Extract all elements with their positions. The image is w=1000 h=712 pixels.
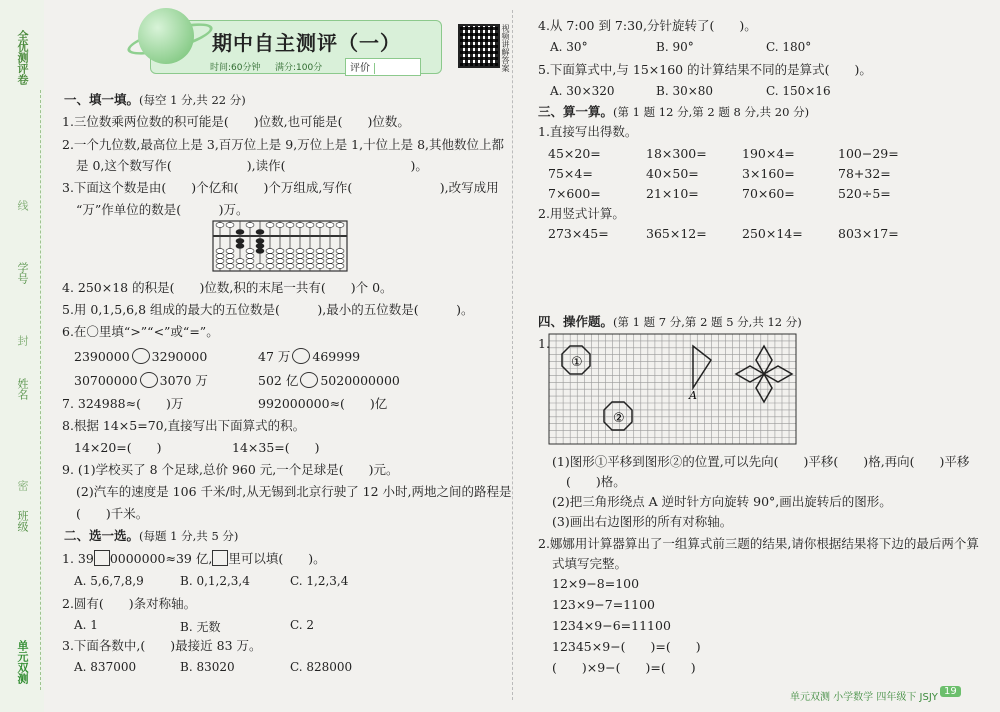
q4-1-1a: (1)图形①平移到图形②的位置,可以先向( )平移( )格,再向( )平移 <box>552 454 970 469</box>
abacus-bead <box>266 249 274 254</box>
q1-9a: 9. (1)学校买了 8 个足球,总价 960 元,一个足球是( )元。 <box>62 462 399 477</box>
qr-label: 视频讲解答案 <box>501 24 510 72</box>
q4-1-number: 1. <box>538 336 550 351</box>
vertical-calc: 365×12= <box>646 226 707 241</box>
abacus-bead <box>286 249 294 254</box>
q1-1: 1.三位数乘两位数的积可能是( )位数,也可能是( )位数。 <box>62 114 410 129</box>
abacus-bead <box>226 264 234 269</box>
section-1-heading: 一、填一填。(每空 1 分,共 22 分) <box>64 92 246 107</box>
calc-cell: 40×50= <box>646 166 699 181</box>
compare-row: 502 亿 5020000000 <box>258 373 400 388</box>
abacus-bead <box>226 249 234 254</box>
abacus-bead <box>256 244 264 249</box>
abacus-bead <box>236 264 244 269</box>
calc-cell: 18×300= <box>646 146 707 161</box>
abacus-bead <box>226 223 234 228</box>
flower-shape <box>736 346 792 402</box>
q4-1-3: (3)画出右边图形的所有对称轴。 <box>552 514 733 529</box>
abacus-bead <box>276 259 284 264</box>
point-a-label: A <box>689 389 697 402</box>
vertical-calc: 273×45= <box>548 226 609 241</box>
sequence-line: 12345×9−( )=( ) <box>552 639 701 654</box>
field-banji: 班级 <box>16 510 29 532</box>
grid-figure <box>548 333 798 445</box>
q1-8: 8.根据 14×5=70,直接写出下面算式的积。 <box>62 418 306 433</box>
abacus-bead <box>236 244 244 249</box>
q4-2a: 2.娜娜用计算器算出了一组算式前三题的结果,请你根据结果将下边的最后两个算 <box>538 536 979 551</box>
q2-1: 1. 39 0000000≈39 亿, 里可以填( )。 <box>62 551 326 566</box>
abacus-bead <box>326 264 334 269</box>
option[interactable]: A. 30×320 <box>550 84 615 98</box>
abacus-bead <box>316 259 324 264</box>
abacus-bead <box>226 259 234 264</box>
q1-3b: “万”作单位的数是( )万。 <box>76 202 249 217</box>
q1-4: 4. 250×18 的积是( )位数,积的末尾一共有( )个 0。 <box>62 280 393 295</box>
q1-8b: 14×35=( ) <box>232 440 320 455</box>
abacus-bead <box>266 264 274 269</box>
abacus-bead <box>286 254 294 259</box>
cut-line <box>40 90 41 690</box>
abacus-bead <box>306 249 314 254</box>
section-3-heading: 三、算一算。(第 1 题 12 分,第 2 题 8 分,共 20 分) <box>538 104 810 119</box>
abacus-bead <box>326 249 334 254</box>
option[interactable]: C. 828000 <box>290 660 353 674</box>
calc-cell: 3×160= <box>742 166 795 181</box>
planet-icon <box>138 8 194 64</box>
abacus-bead <box>246 254 254 259</box>
option[interactable]: A. 30° <box>550 40 588 54</box>
sequence-line: 123×9−7=1100 <box>552 597 655 612</box>
q1-7b: 992000000≈( )亿 <box>258 396 388 411</box>
abacus-bead <box>236 259 244 264</box>
shape-label-1: ① <box>571 355 583 370</box>
abacus-bead <box>216 259 224 264</box>
abacus-bead <box>246 259 254 264</box>
abacus-bead <box>326 223 334 228</box>
abacus-bead <box>336 259 344 264</box>
field-xuehao: 学号 <box>16 262 29 284</box>
abacus-bead <box>306 259 314 264</box>
blank-box[interactable] <box>94 550 110 566</box>
option[interactable]: C. 150×16 <box>766 84 831 98</box>
calc-cell: 520÷5= <box>838 186 891 201</box>
q1-9b1: (2)汽车的速度是 106 千米/时,从无锡到北京行驶了 12 小时,两地之间的路程是 <box>76 484 512 499</box>
option[interactable]: B. 30×80 <box>656 84 714 98</box>
q4-2b: 式填写完整。 <box>552 556 628 571</box>
calc-cell: 45×20= <box>548 146 601 161</box>
field-xingming: 姓名 <box>16 378 29 400</box>
abacus-bead <box>216 264 224 269</box>
abacus-bead <box>266 254 274 259</box>
abacus-bead <box>336 254 344 259</box>
answer-circle[interactable] <box>292 348 310 364</box>
page-title: 期中自主测评（一） <box>212 31 401 55</box>
calc-cell: 21×10= <box>646 186 699 201</box>
q4-1-1b: ( )格。 <box>566 474 626 489</box>
calc-cell: 190×4= <box>742 146 795 161</box>
abacus-bead <box>246 223 254 228</box>
compare-row: 47 万 469999 <box>258 349 361 364</box>
option[interactable]: A. 837000 <box>74 660 137 674</box>
q1-7a: 7. 324988≈( )万 <box>62 396 184 411</box>
calc-cell: 7×600= <box>548 186 601 201</box>
option[interactable]: B. 90° <box>656 40 694 54</box>
q1-2a: 2.一个九位数,最高位上是 3,百万位上是 9,万位上是 1,十位上是 8,其他数位上都 <box>62 137 504 152</box>
qr-code-icon[interactable] <box>458 24 500 68</box>
abacus-bead <box>336 249 344 254</box>
compare-row: 2390000 3290000 <box>74 349 208 364</box>
grade-box[interactable] <box>345 58 421 76</box>
q2-5: 5.下面算式中,与 15×160 的计算结果不同的是算式( )。 <box>538 62 872 77</box>
abacus-bead <box>286 259 294 264</box>
q1-8a: 14×20=( ) <box>74 440 162 455</box>
option[interactable]: A. 5,6,7,8,9 <box>74 574 144 588</box>
abacus-bead <box>276 223 284 228</box>
abacus-bead <box>326 259 334 264</box>
q4-1-2: (2)把三角形绕点 A 逆时针方向旋转 90°,画出旋转后的图形。 <box>552 494 892 509</box>
abacus-bead <box>226 254 234 259</box>
abacus-bead <box>256 264 264 269</box>
calc-cell: 78+32= <box>838 166 891 181</box>
abacus-bead <box>306 264 314 269</box>
abacus-bead <box>246 249 254 254</box>
column-divider <box>512 10 513 700</box>
sequence-line: 12×9−8=100 <box>552 576 640 591</box>
section-2-heading: 二、选一选。(每题 1 分,共 5 分) <box>64 528 239 543</box>
abacus-bead <box>316 254 324 259</box>
answer-circle[interactable] <box>140 372 158 388</box>
option[interactable]: C. 1,2,3,4 <box>290 574 349 588</box>
brand-label: 全优测评卷 <box>16 30 29 85</box>
q2-2: 2.圆有( )条对称轴。 <box>62 596 197 611</box>
abacus-bead <box>336 223 344 228</box>
abacus-bead <box>296 259 304 264</box>
abacus-bead <box>276 249 284 254</box>
answer-circle[interactable] <box>132 348 150 364</box>
q2-3: 3.下面各数中,( )最接近 83 万。 <box>62 638 262 653</box>
option[interactable]: B. 无数 <box>180 620 221 634</box>
q1-9b2: ( )千米。 <box>76 506 149 521</box>
abacus-bead <box>306 223 314 228</box>
fold-mark: 线 <box>16 200 29 211</box>
abacus-bead <box>216 254 224 259</box>
abacus-bead <box>246 264 254 269</box>
abacus-bead <box>216 249 224 254</box>
option[interactable]: C. 2 <box>290 618 315 632</box>
abacus-bead <box>286 223 294 228</box>
option[interactable]: B. 0,1,2,3,4 <box>180 574 250 588</box>
answer-circle[interactable] <box>300 372 318 388</box>
shape-label-2: ② <box>613 411 625 426</box>
binding-margin <box>0 0 44 712</box>
abacus-bead <box>236 230 244 235</box>
q1-3a: 3.下面这个数是由( )个亿和( )个万组成,写作( ),改写成用 <box>62 180 499 195</box>
vertical-calc: 250×14= <box>742 226 803 241</box>
sequence-line: 1234×9−6=11100 <box>552 618 671 633</box>
abacus-bead <box>256 239 264 244</box>
q2-4: 4.从 7:00 到 7:30,分针旋转了( )。 <box>538 18 757 33</box>
abacus-bead <box>266 223 274 228</box>
fold-mark: 密 <box>16 480 29 491</box>
abacus-bead <box>306 254 314 259</box>
abacus-bead <box>296 264 304 269</box>
abacus-bead <box>296 223 304 228</box>
abacus-bead <box>316 223 324 228</box>
section-4-heading: 四、操作题。(第 1 题 7 分,第 2 题 5 分,共 12 分) <box>538 314 802 329</box>
abacus-bead <box>276 264 284 269</box>
calc-cell: 70×60= <box>742 186 795 201</box>
abacus-bead <box>236 239 244 244</box>
page-number: 19 <box>940 686 961 697</box>
abacus-bead <box>256 230 264 235</box>
abacus-bead <box>286 264 294 269</box>
option[interactable]: C. 180° <box>766 40 812 54</box>
full-score: 满分:100分 <box>275 63 323 73</box>
abacus-bead <box>216 223 224 228</box>
logo: 单元双测 <box>16 640 29 684</box>
abacus-bead <box>316 249 324 254</box>
calc-cell: 100−29= <box>838 146 899 161</box>
footer-text: 单元双测 小学数学 四年级下 JSJY <box>790 692 938 703</box>
q3-1: 1.直接写出得数。 <box>538 124 638 139</box>
triangle-shape <box>693 346 711 388</box>
q3-2: 2.用竖式计算。 <box>538 206 625 221</box>
q1-6: 6.在〇里填“>”“<”或“=”。 <box>62 324 219 339</box>
abacus-bead <box>336 264 344 269</box>
abacus-figure <box>212 218 348 274</box>
option[interactable]: B. 83020 <box>180 660 235 674</box>
abacus-bead <box>296 254 304 259</box>
abacus-bead <box>316 264 324 269</box>
q1-5: 5.用 0,1,5,6,8 组成的最大的五位数是( ),最小的五位数是( )。 <box>62 302 474 317</box>
grade-label: 评价 <box>346 63 375 74</box>
compare-row: 30700000 3070 万 <box>74 373 208 388</box>
abacus-bead <box>326 254 334 259</box>
sequence-line: ( )×9−( )=( ) <box>552 660 696 675</box>
option[interactable]: A. 1 <box>74 618 98 632</box>
abacus-bead <box>296 249 304 254</box>
fold-mark: 封 <box>16 335 29 346</box>
time-limit: 时间:60分钟 <box>210 63 261 73</box>
q1-2b: 是 0,这个数写作( ),读作( )。 <box>76 158 428 173</box>
vertical-calc: 803×17= <box>838 226 899 241</box>
abacus-bead <box>276 254 284 259</box>
abacus-bead <box>256 249 264 254</box>
blank-box[interactable] <box>212 550 228 566</box>
abacus-bead <box>266 259 274 264</box>
calc-cell: 75×4= <box>548 166 593 181</box>
